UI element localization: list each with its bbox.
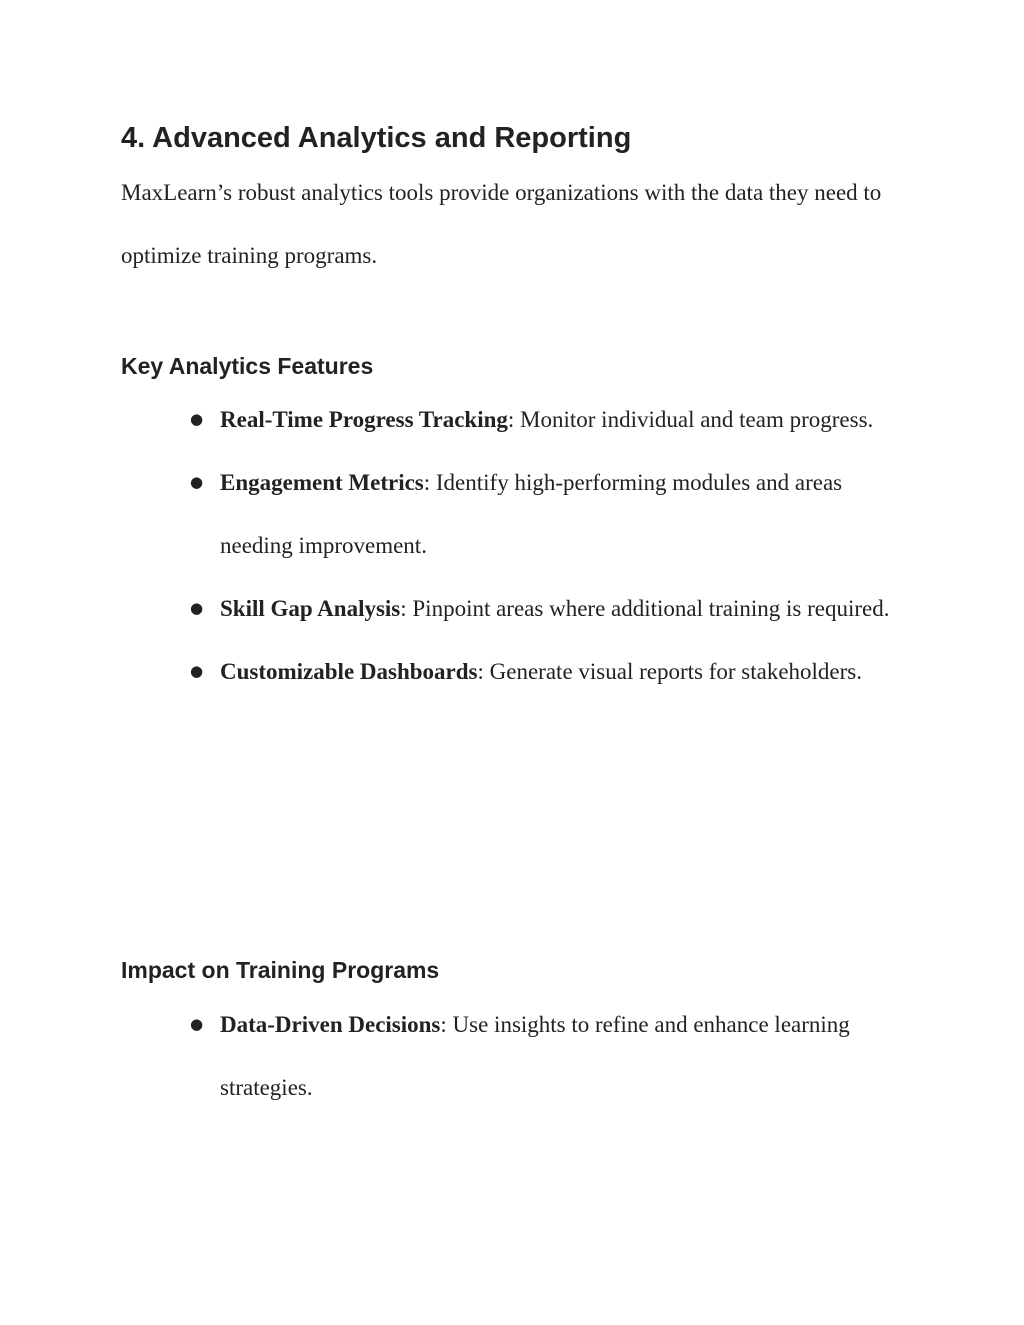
impact-list	[0, 993, 910, 1119]
list-item-separator: :	[423, 470, 436, 495]
list-item-term: Data-Driven Decisions	[220, 1012, 441, 1037]
section-title: 4. Advanced Analytics and Reporting	[121, 122, 632, 154]
list-item-term: Real-Time Progress Tracking	[220, 407, 508, 432]
list-item-term: Customizable Dashboards	[220, 659, 478, 684]
bullet-icon: ●	[190, 473, 204, 491]
list-item-text: Monitor individual and team progress.	[520, 407, 874, 432]
list-item-separator: :	[400, 596, 413, 621]
list-item	[0, 388, 910, 451]
key-features-list	[0, 388, 910, 703]
list-item	[0, 451, 910, 577]
list-item	[0, 993, 910, 1119]
list-item-text: Use insights to refine and enhance learning strategies.	[220, 1012, 850, 1100]
key-features-heading: Key Analytics Features	[121, 353, 374, 379]
list-item-text: Pinpoint areas where additional training is required.	[412, 596, 890, 621]
bullet-icon: ●	[190, 662, 204, 680]
list-item-text: Generate visual reports for stakeholders.	[489, 659, 862, 684]
list-item-term: Engagement Metrics	[220, 470, 424, 495]
list-item	[0, 577, 910, 640]
list-item-separator: :	[507, 407, 521, 432]
intro-paragraph: MaxLearn’s robust analytics tools provide organizations with the data they need to optimize training programs.	[121, 180, 882, 268]
list-item-separator: :	[440, 1012, 453, 1037]
list-item-separator: :	[477, 659, 490, 684]
bullet-icon: ●	[190, 599, 204, 617]
bullet-icon: ●	[190, 1015, 204, 1033]
list-item-term: Skill Gap Analysis	[220, 596, 401, 621]
impact-heading: Impact on Training Programs	[121, 957, 440, 983]
bullet-icon: ●	[190, 410, 204, 428]
list-item	[0, 640, 910, 703]
list-item-text: Identify high-performing modules and areas needing improvement.	[220, 470, 843, 558]
